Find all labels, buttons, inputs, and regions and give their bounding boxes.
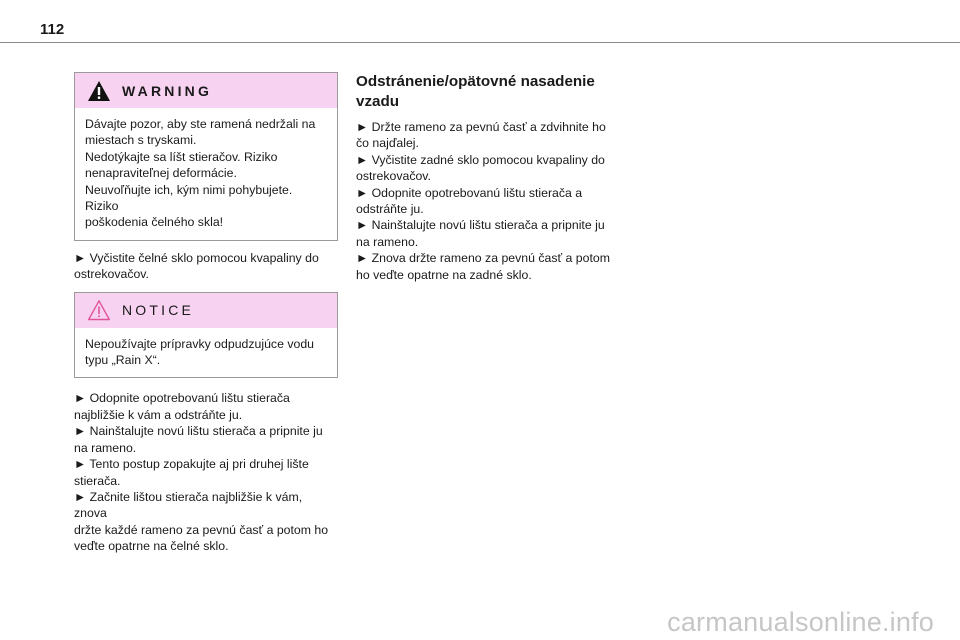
page-number: 112 xyxy=(40,21,65,38)
warning-line: nenapraviteľnej deformácie. xyxy=(85,166,237,181)
step-line: ► Začnite lištou stierača najbližšie k vám, znova xyxy=(74,489,303,521)
step-line: ► Odopnite opotrebovanú lištu stierača xyxy=(74,391,290,406)
section-title-line: vzadu xyxy=(356,92,400,110)
warning-line: Dávajte pozor, aby ste ramená nedržali na xyxy=(85,117,316,131)
step-line: ho veďte opatrne na zadné sklo. xyxy=(356,267,532,282)
section-title-line: Odstránenie/opätovné nasadenie xyxy=(356,73,595,90)
warning-title: WARNING xyxy=(122,82,213,99)
step-line: ► Vyčistite čelné sklo pomocou kvapaliny do xyxy=(74,250,319,265)
step-line: ostrekovačov. xyxy=(74,267,149,282)
right-column xyxy=(356,72,618,283)
left-column xyxy=(74,72,338,555)
section-title-rear xyxy=(356,72,618,111)
step-line: na rameno. xyxy=(74,440,137,455)
steps-replace-rear-blade xyxy=(356,119,618,283)
notice-line: Nepoužívajte prípravky odpudzujúce vodu xyxy=(85,336,314,351)
step-line: ► Tento postup zopakujte aj pri druhej lište xyxy=(74,457,309,472)
step-line: na rameno. xyxy=(356,234,419,249)
step-line: čo najďalej. xyxy=(356,136,419,151)
step-clean-windscreen xyxy=(74,250,338,283)
notice-title: NOTICE xyxy=(122,302,195,319)
warning-body xyxy=(75,108,337,240)
warning-triangle-icon xyxy=(87,80,111,102)
step-line: ► Držte rameno za pevnú časť a zdvihnite ho xyxy=(356,120,606,134)
warning-line: miestach s tryskami. xyxy=(85,133,197,148)
step-line: držte každé rameno za pevnú časť a potom ho xyxy=(74,522,329,537)
step-line: ► Nainštalujte novú lištu stierača a pripnite ju xyxy=(74,424,323,439)
warning-header xyxy=(75,73,337,108)
warning-line: Nedotýkajte sa líšt stieračov. Riziko xyxy=(85,149,278,164)
notice-box xyxy=(74,292,338,379)
notice-triangle-icon xyxy=(87,299,111,321)
notice-line: typu „Rain X“. xyxy=(85,353,161,368)
notice-header xyxy=(75,293,337,328)
watermark: carmanualsonline.info xyxy=(667,607,934,637)
step-line: veďte opatrne na čelné sklo. xyxy=(74,539,229,554)
step-line: ostrekovačov. xyxy=(356,169,431,184)
warning-line: Neuvoľňujte ich, kým nimi pohybujete. Riziko xyxy=(85,182,293,214)
warning-line: poškodenia čelného skla! xyxy=(85,215,224,230)
step-line: ► Odopnite opotrebovanú lištu stierača a xyxy=(356,185,583,200)
step-line: ► Nainštalujte novú lištu stierača a pripnite ju xyxy=(356,218,605,233)
steps-replace-front-blades xyxy=(74,390,338,554)
step-line: najbližšie k vám a odstráňte ju. xyxy=(74,407,243,422)
warning-box xyxy=(74,72,338,241)
notice-body xyxy=(75,328,337,378)
step-line: ► Vyčistite zadné sklo pomocou kvapaliny do xyxy=(356,152,605,167)
header-divider xyxy=(0,42,960,43)
step-line: ► Znova držte rameno za pevnú časť a potom xyxy=(356,251,610,266)
step-line: stierača. xyxy=(74,473,121,488)
step-line: odstráňte ju. xyxy=(356,202,424,217)
